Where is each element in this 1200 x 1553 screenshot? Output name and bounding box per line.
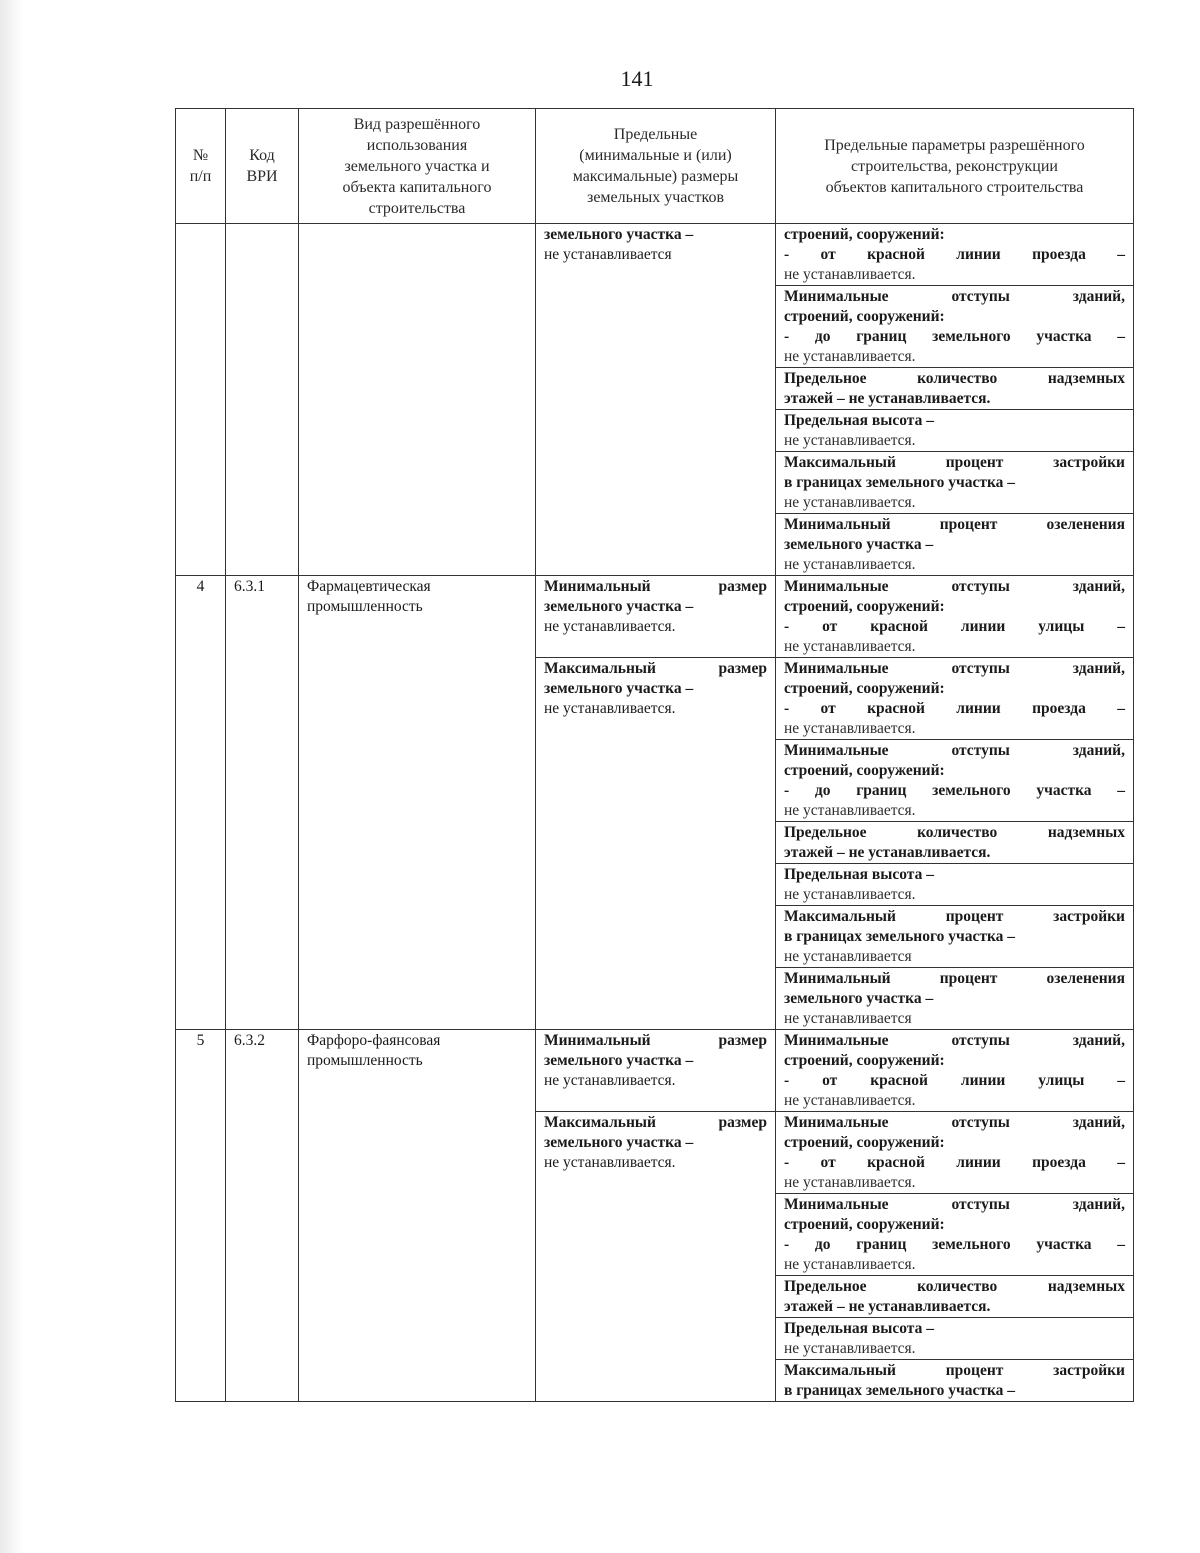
size-text: земельного участка – bbox=[544, 598, 694, 615]
param-line: - от красной линии проезда – bbox=[784, 1154, 1125, 1171]
cell-max-size bbox=[536, 1112, 776, 1402]
table-row bbox=[176, 224, 1134, 286]
cell-min-size bbox=[536, 1030, 776, 1112]
cell-num: 4 bbox=[176, 576, 226, 1030]
param-cell bbox=[776, 576, 1134, 658]
table-row bbox=[176, 576, 1134, 658]
param-cell bbox=[776, 224, 1134, 286]
header-params bbox=[776, 109, 1134, 224]
param-cell bbox=[776, 1194, 1134, 1276]
param-value: не устанавливается. bbox=[784, 720, 916, 737]
table-row bbox=[176, 1030, 1134, 1112]
vri-name-line: Фарфоро-фаянсовая bbox=[307, 1032, 441, 1049]
size-value: не устанавливается. bbox=[544, 700, 676, 717]
size-value: не устанавливается bbox=[544, 246, 672, 263]
header-params-line: объектов капитального строительства bbox=[825, 178, 1084, 196]
param-line: Предельное количество надземных bbox=[784, 824, 1125, 841]
header-sizes-line: максимальные) размеры bbox=[572, 168, 739, 185]
size-text: Максимальный размер bbox=[544, 1114, 767, 1131]
param-cell bbox=[776, 1276, 1134, 1318]
param-line: Минимальный процент озеленения bbox=[784, 970, 1125, 987]
param-line: этажей – не устанавливается. bbox=[784, 1298, 991, 1315]
size-value: не устанавливается. bbox=[544, 618, 676, 635]
param-value: не устанавливается. bbox=[784, 266, 916, 283]
header-vri-line: объекта капитального bbox=[342, 178, 492, 196]
param-cell bbox=[776, 452, 1134, 514]
param-value: не устанавливается. bbox=[784, 1174, 916, 1191]
param-value: не устанавливается. bbox=[784, 802, 916, 819]
param-line: Минимальные отступы зданий, bbox=[784, 660, 1125, 677]
param-line: этажей – не устанавливается. bbox=[784, 390, 991, 407]
param-value: не устанавливается. bbox=[784, 494, 916, 511]
scan-edge-shadow bbox=[0, 0, 24, 1553]
param-line: земельного участка – bbox=[784, 990, 934, 1007]
size-text: земельного участка – bbox=[544, 1134, 694, 1151]
header-num bbox=[176, 109, 226, 224]
param-cell bbox=[776, 906, 1134, 968]
param-cell bbox=[776, 658, 1134, 740]
param-line: Минимальный процент озеленения bbox=[784, 516, 1125, 533]
cell-vri bbox=[299, 1030, 536, 1402]
cell-num: 5 bbox=[176, 1030, 226, 1402]
param-line: строений, сооружений: bbox=[784, 226, 945, 243]
table-header-row bbox=[176, 109, 1134, 224]
param-cell bbox=[776, 1360, 1134, 1402]
param-cell bbox=[776, 368, 1134, 410]
size-text: Минимальный размер bbox=[544, 578, 767, 595]
param-line: Предельное количество надземных bbox=[784, 370, 1125, 387]
param-line: в границах земельного участка – bbox=[784, 474, 1016, 491]
param-line: - до границ земельного участка – bbox=[784, 1236, 1125, 1253]
header-code bbox=[226, 109, 299, 224]
param-line: в границах земельного участка – bbox=[784, 1382, 1016, 1399]
param-line: этажей – не устанавливается. bbox=[784, 844, 991, 861]
header-vri-line: использования bbox=[366, 136, 468, 154]
param-cell bbox=[776, 410, 1134, 452]
param-cell bbox=[776, 968, 1134, 1030]
header-vri bbox=[299, 109, 536, 224]
header-vri-line: земельного участка и bbox=[344, 157, 490, 175]
param-line: строений, сооружений: bbox=[784, 762, 945, 779]
param-line: - до границ земельного участка – bbox=[784, 328, 1125, 345]
param-line: Минимальные отступы зданий, bbox=[784, 742, 1125, 759]
param-line: Минимальные отступы зданий, bbox=[784, 1196, 1125, 1213]
param-line: строений, сооружений: bbox=[784, 1134, 945, 1151]
param-cell bbox=[776, 864, 1134, 906]
header-num-line: п/п bbox=[189, 168, 212, 185]
size-text: Минимальный размер bbox=[544, 1032, 767, 1049]
param-cell bbox=[776, 1318, 1134, 1360]
param-line: строений, сооружений: bbox=[784, 1052, 945, 1069]
size-text: земельного участка – bbox=[544, 226, 694, 243]
param-value: не устанавливается. bbox=[784, 556, 916, 573]
param-line: земельного участка – bbox=[784, 536, 934, 553]
header-params-line: Предельные параметры разрешённого bbox=[824, 136, 1085, 154]
param-cell bbox=[776, 514, 1134, 576]
param-value: не устанавливается. bbox=[784, 1092, 916, 1109]
param-value: не устанавливается. bbox=[784, 1340, 916, 1357]
param-line: - от красной линии проезда – bbox=[784, 700, 1125, 717]
vri-name-line: Фармацевтическая bbox=[307, 578, 431, 595]
param-line: Минимальные отступы зданий, bbox=[784, 578, 1125, 595]
header-vri-line: Вид разрешённого bbox=[353, 115, 481, 133]
param-line: строений, сооружений: bbox=[784, 1216, 945, 1233]
param-line: строений, сооружений: bbox=[784, 680, 945, 697]
cell-code bbox=[226, 224, 299, 576]
size-text: Максимальный размер bbox=[544, 660, 767, 677]
cell-code: 6.3.2 bbox=[226, 1030, 299, 1402]
param-line: Максимальный процент застройки bbox=[784, 1362, 1125, 1379]
param-cell bbox=[776, 740, 1134, 822]
cell-size bbox=[536, 224, 776, 576]
param-value: не устанавливается. bbox=[784, 638, 916, 655]
header-sizes-line: Предельные bbox=[613, 126, 698, 143]
header-sizes-line: земельных участков bbox=[587, 189, 724, 206]
cell-vri bbox=[299, 576, 536, 1030]
param-line: Максимальный процент застройки bbox=[784, 908, 1125, 925]
header-sizes-line: (минимальные и (или) bbox=[579, 147, 732, 164]
size-value: не устанавливается. bbox=[544, 1154, 676, 1171]
param-value: не устанавливается bbox=[784, 948, 912, 965]
param-value: не устанавливается. bbox=[784, 432, 916, 449]
param-line: в границах земельного участка – bbox=[784, 928, 1016, 945]
header-code-line: ВРИ bbox=[246, 168, 278, 185]
param-value: не устанавливается. bbox=[784, 348, 916, 365]
header-params-line: строительства, реконструкции bbox=[851, 157, 1058, 175]
regulations-table bbox=[175, 108, 1134, 1402]
cell-min-size bbox=[536, 576, 776, 658]
param-cell bbox=[776, 822, 1134, 864]
param-line: - до границ земельного участка – bbox=[784, 782, 1125, 799]
param-line: Минимальные отступы зданий, bbox=[784, 1114, 1125, 1131]
param-line: - от красной линии улицы – bbox=[784, 618, 1125, 635]
param-line: Предельная высота – bbox=[784, 866, 934, 883]
header-num-line: № bbox=[192, 147, 209, 164]
cell-num bbox=[176, 224, 226, 576]
param-line: Минимальные отступы зданий, bbox=[784, 288, 1125, 305]
size-text: земельного участка – bbox=[544, 680, 694, 697]
size-value: не устанавливается. bbox=[544, 1072, 676, 1089]
page-number: 141 bbox=[620, 66, 654, 91]
param-cell bbox=[776, 1112, 1134, 1194]
vri-name-line: промышленность bbox=[307, 598, 423, 615]
cell-vri bbox=[299, 224, 536, 576]
header-code-line: Код bbox=[249, 147, 275, 164]
param-value: не устанавливается. bbox=[784, 1256, 916, 1273]
param-line: Минимальные отступы зданий, bbox=[784, 1032, 1125, 1049]
size-text: земельного участка – bbox=[544, 1052, 694, 1069]
vri-name-line: промышленность bbox=[307, 1052, 423, 1069]
param-line: Предельное количество надземных bbox=[784, 1278, 1125, 1295]
param-cell bbox=[776, 1030, 1134, 1112]
param-line: Максимальный процент застройки bbox=[784, 454, 1125, 471]
header-vri-line: строительства bbox=[368, 199, 466, 217]
param-value: не устанавливается. bbox=[784, 886, 916, 903]
param-line: строений, сооружений: bbox=[784, 308, 945, 325]
cell-code: 6.3.1 bbox=[226, 576, 299, 1030]
param-value: не устанавливается bbox=[784, 1010, 912, 1027]
cell-max-size bbox=[536, 658, 776, 1030]
param-line: строений, сооружений: bbox=[784, 598, 945, 615]
header-sizes bbox=[536, 109, 776, 224]
param-line: - от красной линии проезда – bbox=[784, 246, 1125, 263]
param-line: Предельная высота – bbox=[784, 1320, 934, 1337]
param-line: - от красной линии улицы – bbox=[784, 1072, 1125, 1089]
param-line: Предельная высота – bbox=[784, 412, 934, 429]
param-cell bbox=[776, 286, 1134, 368]
